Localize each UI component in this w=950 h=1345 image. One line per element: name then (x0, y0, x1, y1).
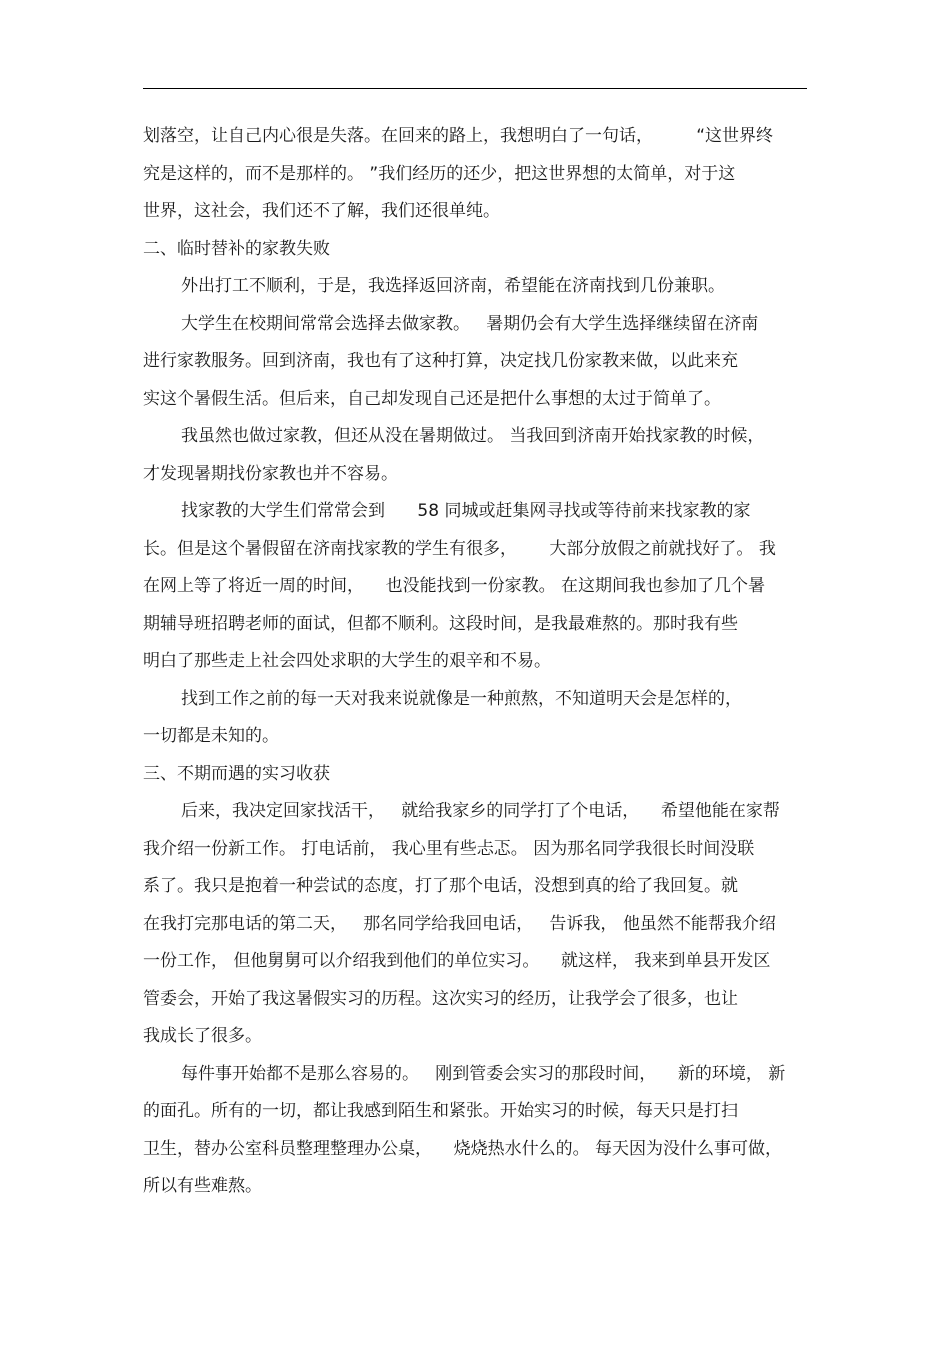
paragraph (143, 681, 807, 756)
paragraph (143, 418, 807, 493)
text-line: 大学生在校期间常常会选择去做家教。 暑期仍会有大学生选择继续留在济南 (181, 313, 759, 334)
text-line: 二、临时替补的家教失败 (143, 238, 330, 259)
text-line: 所以有些难熬。 (143, 1176, 262, 1196)
paragraph (143, 1056, 807, 1206)
text-line: 一份工作， 但他舅舅可以介绍我到他们的单位实习。 就这样， 我来到单县开发区 (143, 951, 771, 971)
text-line: 才发现暑期找份家教也并不容易。 (143, 463, 398, 484)
text-line: 找到工作之前的每一天对我来说就像是一种煎熬，不知道明天会是怎样的， (181, 688, 742, 709)
text-line: 后来，我决定回家找活干， 就给我家乡的同学打了个电话， 希望他能在家帮 (181, 801, 780, 821)
text-line: 系了。我只是抱着一种尝试的态度，打了那个电话，没想到真的给了我回复。就 (143, 876, 738, 896)
text-line: 世界，这社会，我们还不了解，我们还很单纯。 (143, 201, 500, 221)
paragraph (143, 493, 807, 681)
text-line: 我虽然也做过家教，但还从没在暑期做过。 当我回到济南开始找家教的时候， (181, 426, 765, 446)
text-line: 我介绍一份新工作。 打电话前， 我心里有些忐忑。 因为那名同学我很长时间没联 (143, 838, 755, 859)
text-line: 在网上等了将近一周的时间， 也没能找到一份家教。 在这期间我也参加了几个暑 (143, 576, 766, 596)
text-line: 管委会，开始了我这暑假实习的历程。这次实习的经历，让我学会了很多，也让 (143, 988, 738, 1009)
text-line: 划落空，让自己内心很是失落。在回来的路上，我想明白了一句话， “这世界终 (143, 126, 774, 146)
text-line: 在我打完那电话的第二天， 那名同学给我回电话， 告诉我， 他虽然不能帮我介绍 (143, 913, 776, 934)
text-line: 实这个暑假生活。但后来，自己却发现自己还是把什么事想的太过于简单了。 (143, 388, 721, 409)
paragraph (143, 268, 807, 306)
text-line: 卫生，替办公室科员整理整理办公桌， 烧烧热水什么的。 每天因为没什么事可做， (143, 1138, 783, 1159)
text-line: 找家教的大学生们常常会到 58 同城或赶集网寻找或等待前来找家教的家 (181, 501, 751, 521)
text-line: 进行家教服务。回到济南，我也有了这种打算，决定找几份家教来做，以此来充 (143, 351, 738, 371)
section-heading (143, 756, 807, 794)
text-line: 一切都是未知的。 (143, 726, 279, 746)
text-line: 究是这样的，而不是那样的。 ”我们经历的还少，把这世界想的太简单，对于这 (143, 163, 736, 184)
text-line: 外出打工不顺利，于是，我选择返回济南，希望能在济南找到几份兼职。 (181, 276, 725, 296)
text-line: 每件事开始都不是那么容易的。 刚到管委会实习的那段时间， 新的环境， 新 (181, 1063, 786, 1084)
text-line: 明白了那些走上社会四处求职的大学生的艰辛和不易。 (143, 651, 551, 671)
text-line: 三、不期而遇的实习收获 (143, 763, 330, 784)
paragraph (143, 306, 807, 419)
document-body (143, 118, 807, 1206)
text-line: 期辅导班招聘老师的面试，但都不顺利。这段时间，是我最难熬的。那时我有些 (143, 613, 738, 634)
header-rule (143, 88, 807, 89)
text-line: 我成长了很多。 (143, 1026, 262, 1046)
text-line: 长。但是这个暑假留在济南找家教的学生有很多， 大部分放假之前就找好了。 我 (143, 538, 776, 559)
paragraph (143, 118, 807, 231)
paragraph (143, 793, 807, 1056)
section-heading (143, 231, 807, 269)
text-line: 的面孔。所有的一切，都让我感到陌生和紧张。开始实习的时候，每天只是打扫 (143, 1101, 738, 1121)
